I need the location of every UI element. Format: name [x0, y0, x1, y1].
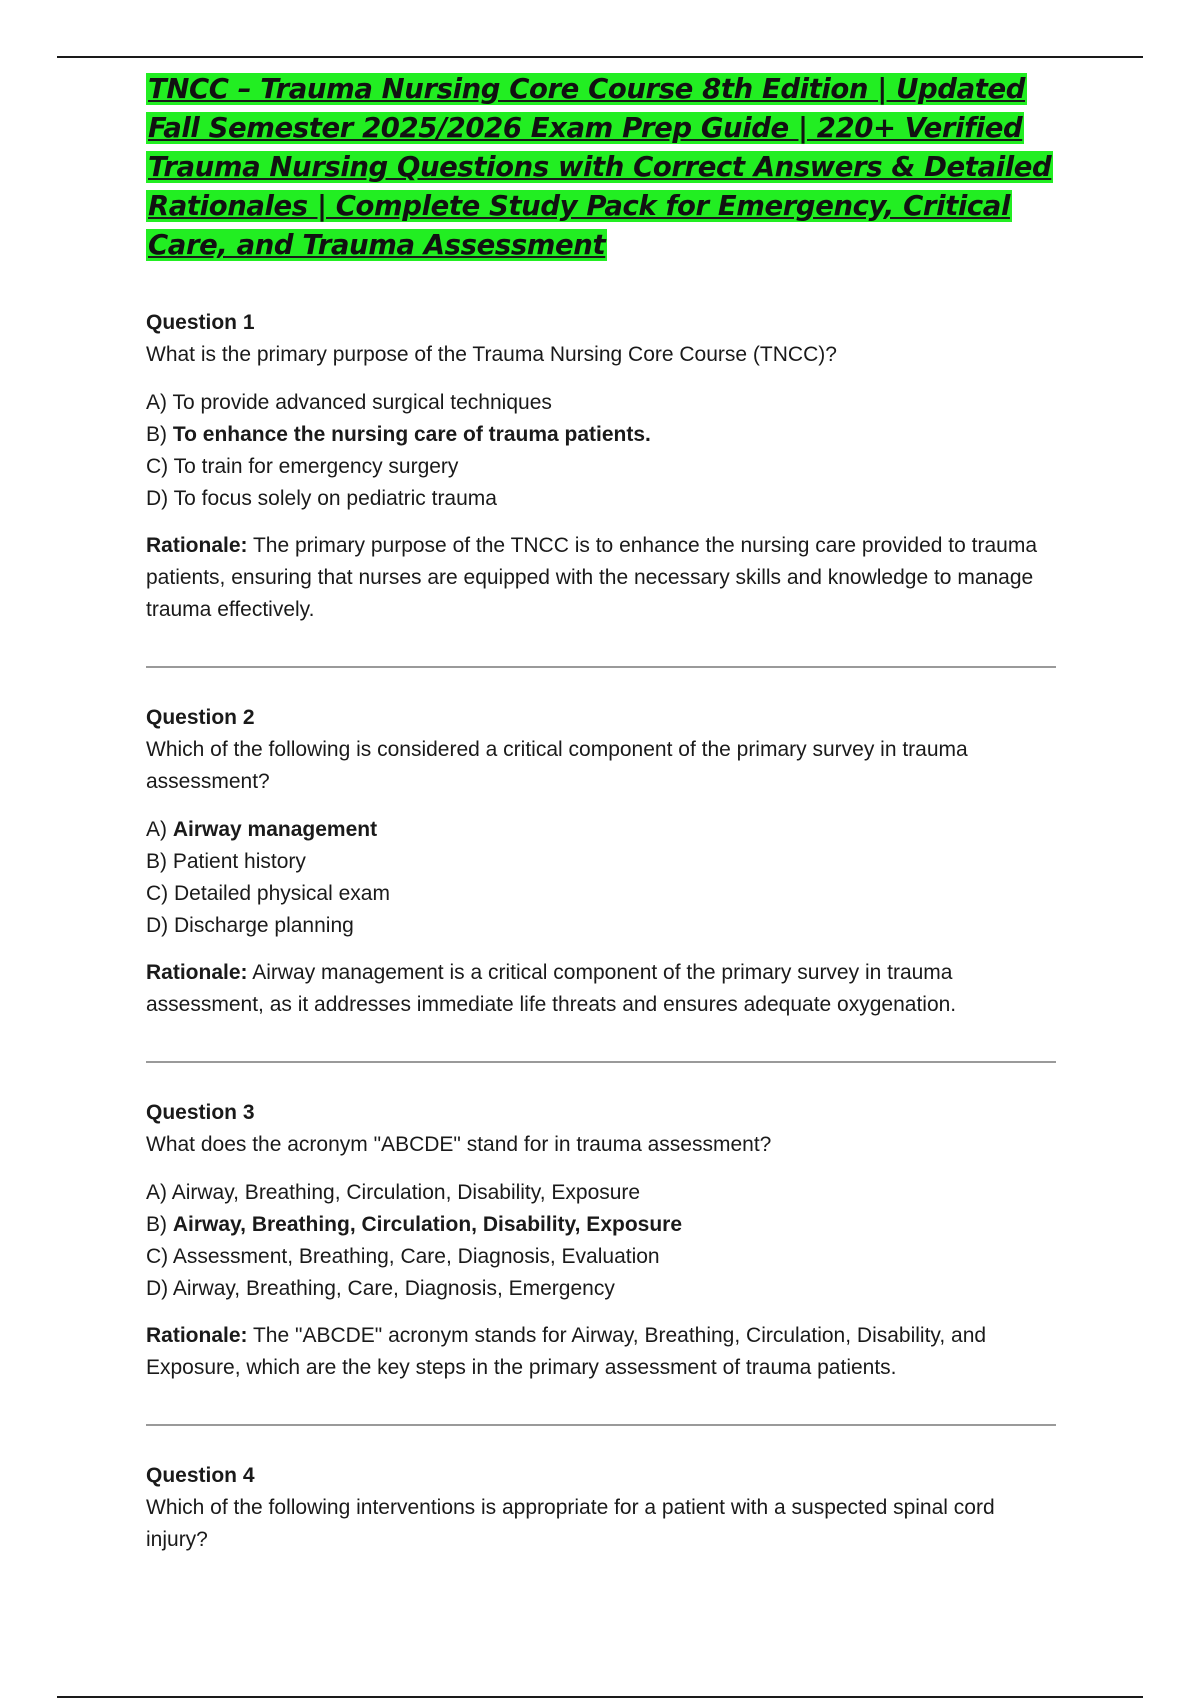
rationale-label: Rationale:: [146, 961, 248, 984]
rationale-text: Airway management is a critical component of the primary survey in trauma assessment, as it addresses immediate life threats and ensures adequate oxygenation.: [146, 961, 957, 1016]
question-4: [146, 1460, 1056, 1556]
rationale: [146, 530, 1056, 626]
option-letter: D): [146, 1277, 169, 1300]
option-text: To provide advanced surgical techniques: [172, 391, 552, 414]
option-text: Patient history: [172, 850, 306, 873]
section-divider: [146, 1061, 1056, 1063]
option-letter: C): [146, 882, 169, 905]
section-divider: [146, 1424, 1056, 1426]
question-2: [146, 702, 1056, 1021]
option-b: [146, 846, 1056, 878]
option-d: [146, 910, 1056, 942]
option-letter: B): [146, 850, 167, 873]
option-letter: D): [146, 487, 169, 510]
rationale-text: The "ABCDE" acronym stands for Airway, Breathing, Circulation, Disability, and Exposure, which are the key steps in the primary assessment of trauma patients.: [146, 1324, 987, 1379]
option-c: [146, 1241, 1056, 1273]
rationale-label: Rationale:: [146, 534, 248, 557]
option-text: Assessment, Breathing, Care, Diagnosis, Evaluation: [172, 1245, 660, 1268]
option-text: Airway, Breathing, Care, Diagnosis, Emergency: [172, 1277, 615, 1300]
answer-options: [146, 814, 1056, 942]
section-divider: [146, 666, 1056, 668]
correct-answer-text: Airway, Breathing, Circulation, Disability, Exposure: [172, 1213, 683, 1236]
option-letter: B): [146, 1213, 167, 1236]
question-heading: Question 2: [146, 706, 255, 729]
rationale: [146, 1320, 1056, 1384]
question-text: What does the acronym "ABCDE" stand for in trauma assessment?: [146, 1133, 772, 1156]
question-3: [146, 1097, 1056, 1384]
option-letter: C): [146, 455, 169, 478]
option-a: [146, 1177, 1056, 1209]
correct-answer-text: To enhance the nursing care of trauma patients.: [172, 423, 651, 446]
option-letter: B): [146, 423, 167, 446]
option-c: [146, 451, 1056, 483]
answer-options: [146, 1177, 1056, 1305]
correct-answer-text: Airway management: [172, 818, 378, 841]
option-d: [146, 1273, 1056, 1305]
question-heading: Question 4: [146, 1464, 255, 1487]
document-title: [146, 70, 1056, 265]
rationale: [146, 957, 1056, 1021]
option-c: [146, 878, 1056, 910]
option-text: To focus solely on pediatric trauma: [173, 487, 497, 510]
question-heading: Question 3: [146, 1101, 255, 1124]
option-a: [146, 387, 1056, 419]
option-letter: A): [146, 391, 167, 414]
option-b-correct: [146, 419, 1056, 451]
bottom-page-rule: [57, 1696, 1143, 1698]
question-text: Which of the following is considered a critical component of the primary survey in trauma assessment?: [146, 738, 968, 793]
option-letter: A): [146, 818, 167, 841]
option-text: Airway, Breathing, Circulation, Disability, Exposure: [171, 1181, 641, 1204]
option-text: Discharge planning: [174, 914, 354, 937]
option-b-correct: [146, 1209, 1056, 1241]
option-d: [146, 483, 1056, 515]
question-1: [146, 307, 1056, 626]
question-text: What is the primary purpose of the Trauma Nursing Core Course (TNCC)?: [146, 343, 837, 366]
document-body: [146, 70, 1056, 1572]
answer-options: [146, 387, 1056, 515]
document-title-highlight: TNCC – Trauma Nursing Core Course 8th Edition | Updated Fall Semester 2025/2026 Exam Prep Guide | 220+ Verified Trauma Nursing Questions with Correct Answers & Detailed Rationales | Complete Study Pack for Emergency, Critical Care, and Trauma Assessment: [148, 73, 1052, 261]
rationale-text: The primary purpose of the TNCC is to enhance the nursing care provided to trauma patients, ensuring that nurses are equipped with the necessary skills and knowledge to manage trauma effectively.: [146, 534, 1037, 621]
option-letter: D): [146, 914, 169, 937]
option-letter: A): [146, 1181, 167, 1204]
option-letter: C): [146, 1245, 169, 1268]
question-heading: Question 1: [146, 311, 255, 334]
option-text: To train for emergency surgery: [173, 455, 459, 478]
option-a-correct: [146, 814, 1056, 846]
question-text: Which of the following interventions is appropriate for a patient with a suspected spinal cord injury?: [146, 1496, 995, 1551]
rationale-label: Rationale:: [146, 1324, 248, 1347]
option-text: Detailed physical exam: [174, 882, 390, 905]
top-page-rule: [57, 56, 1143, 58]
